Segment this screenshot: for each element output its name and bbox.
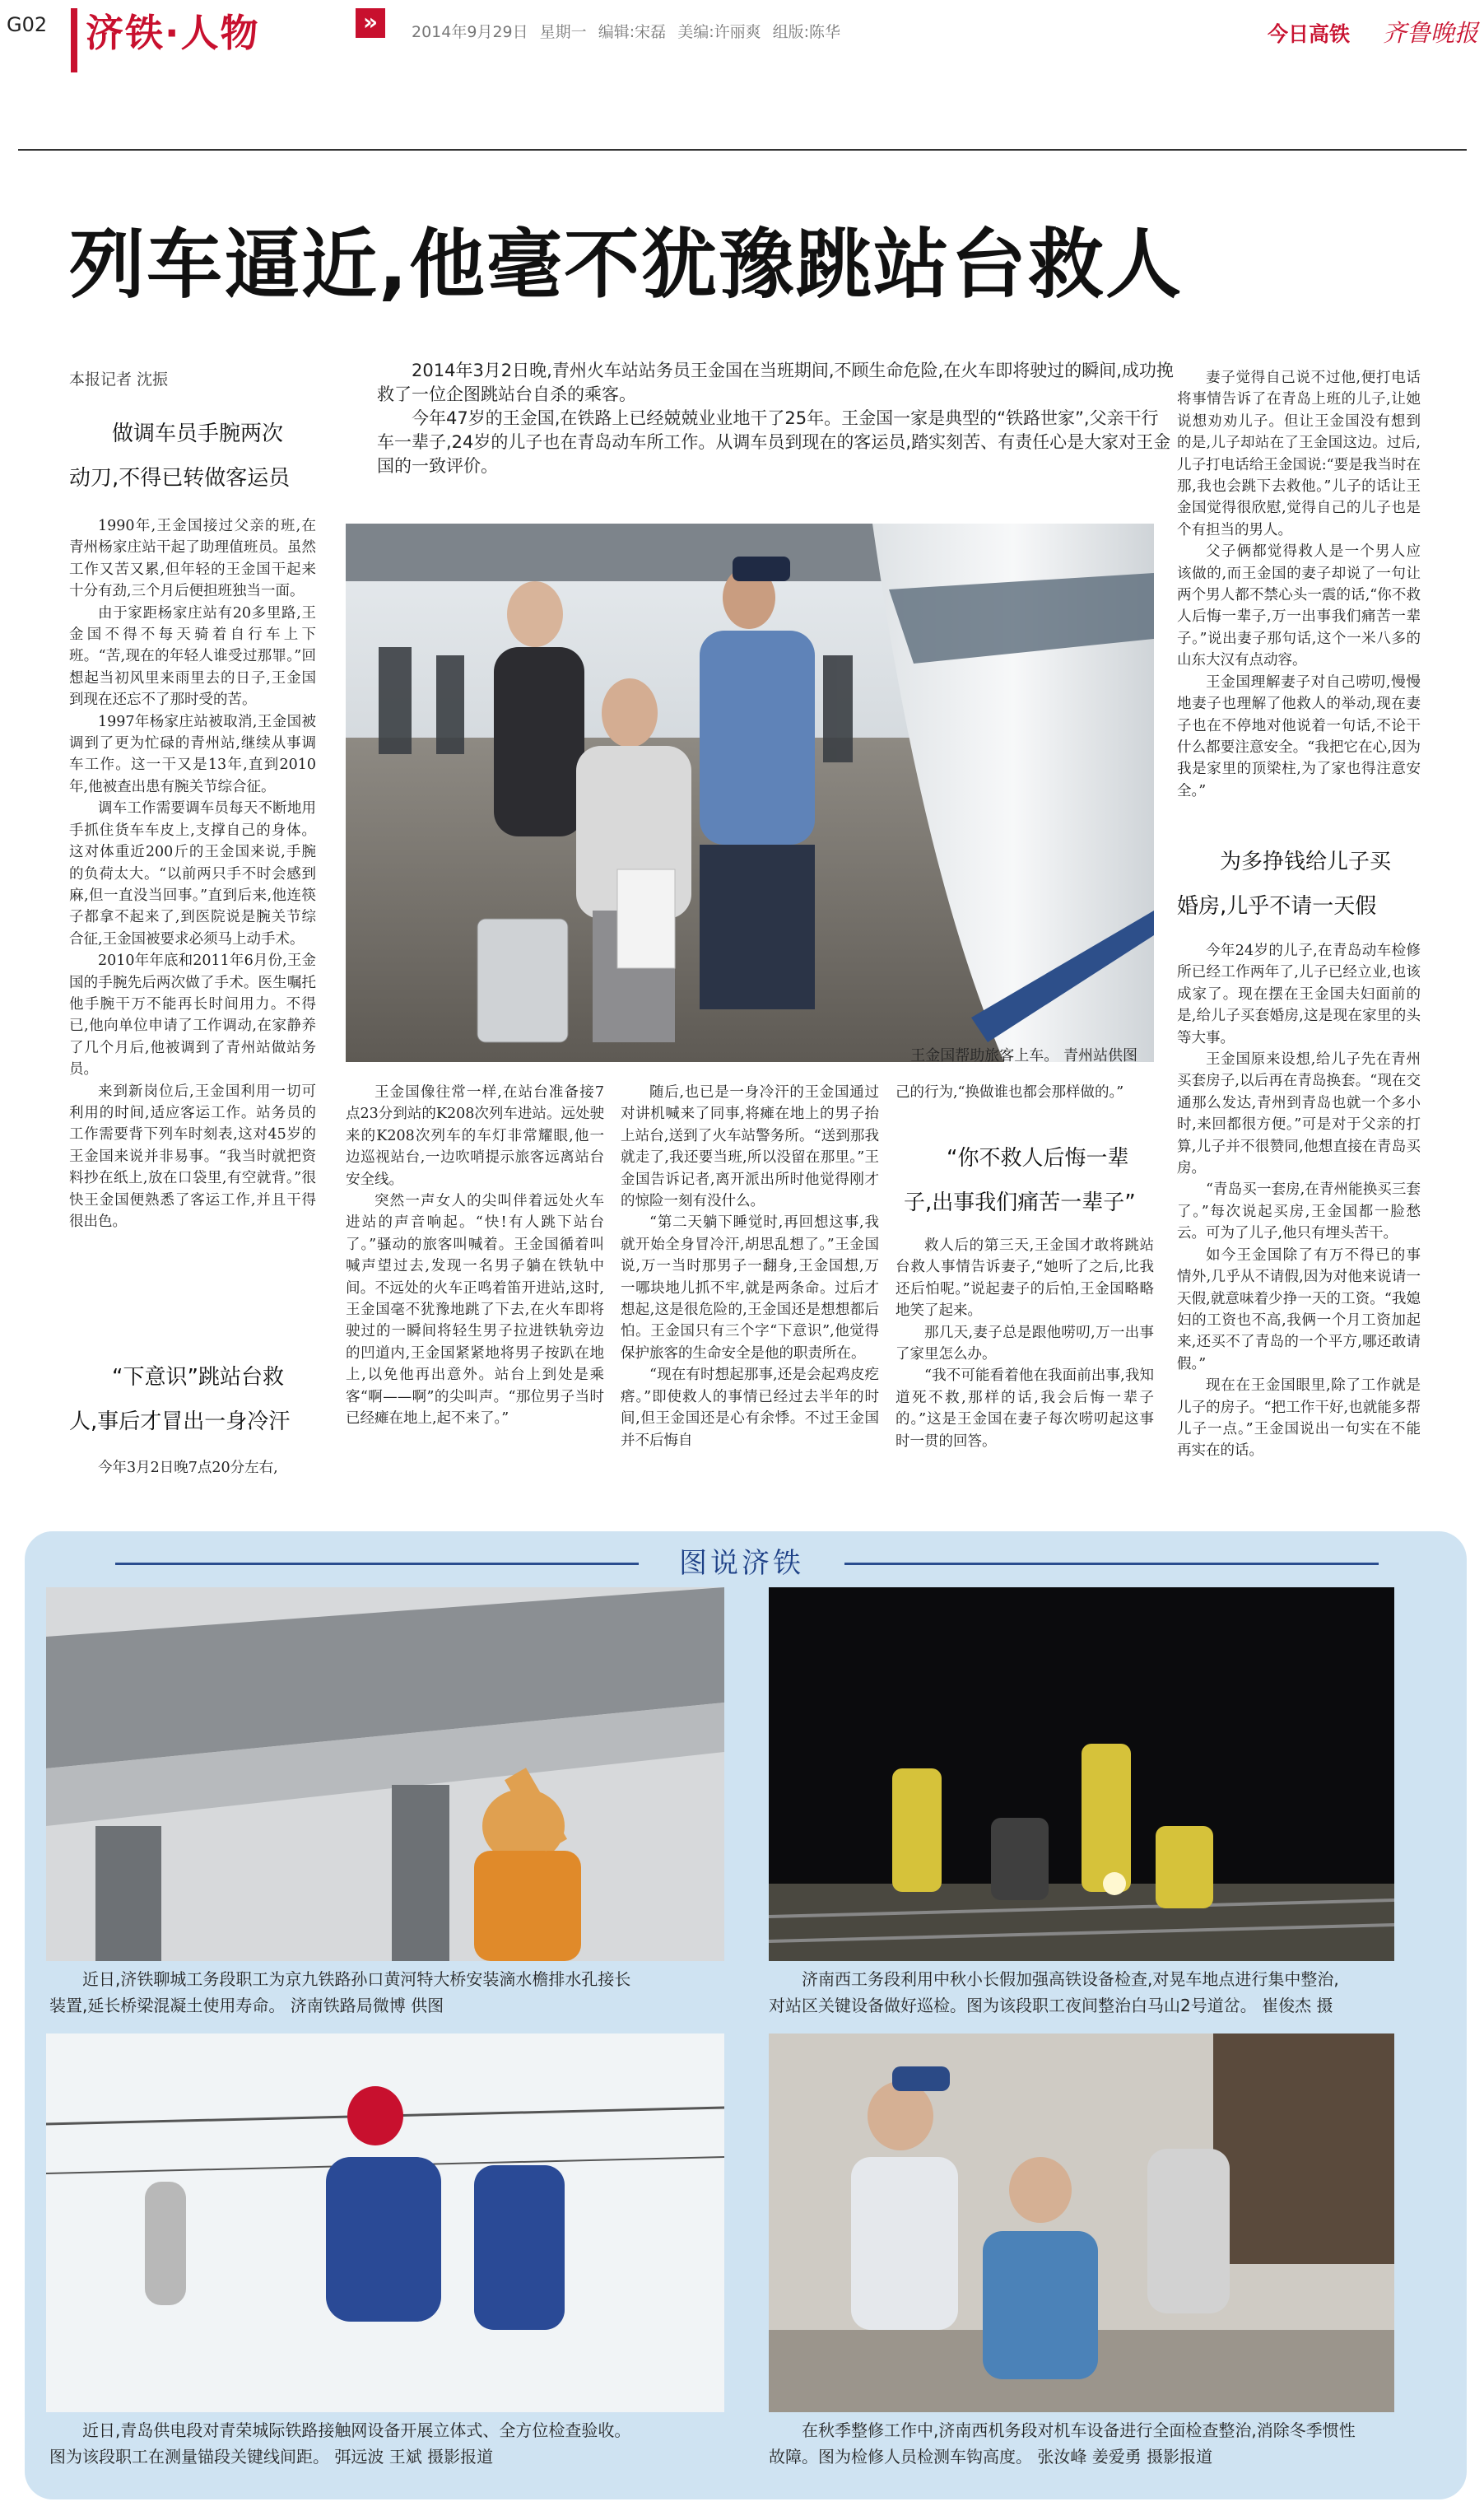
column-3 bbox=[621, 1082, 879, 1451]
photo-catenary bbox=[46, 2033, 724, 2412]
paragraph: 1990年,王金国接过父亲的班,在青州杨家庄站干起了助理值班员。虽然工作又苦又累,但年轻的王金国干起来十分有劲,三个月后便担班独当一面。 bbox=[69, 518, 316, 600]
paragraph: 随后,也已是一身冷汗的王金国通过对讲机喊来了同事,将瘫在地上的男子抬上站台,送到了火车站警务所。“送到那我就走了,我还要当班,所以没留在那里。”王金国告诉记者,离开派出所时他觉得刚才的惊险一刻有没什么。 bbox=[621, 1084, 879, 1210]
paragraph: 王金国原来设想,给儿子先在青州买套房子,以后再在青岛换套。“现在交通那么发达,青州到青岛也就一个多小时,来回都很方便。”可是对于父亲的打算,儿子并不很赞同,他想直接在青岛买房。 bbox=[1177, 1051, 1421, 1177]
section-title: 济铁·人物 bbox=[86, 11, 260, 55]
intro-paragraph: 2014年3月2日晚,青州火车站站务员王金国在当班期间,不顾生命危险,在火车即将驶过的瞬间,成功挽救了一位企图跳站台自杀的乘客。 bbox=[377, 361, 1174, 404]
caption-line: 近日,青岛供电段对青荣城际铁路接触网设备开展立体式、全方位检查验收。 bbox=[82, 2420, 631, 2440]
paragraph: 王金国像往常一样,在站台准备接7点23分到站的K208次列车进站。远处驶来的K208次列车的车灯非常耀眼,他一边巡视站台,一边吹哨提示旅客远离站台安全线。 bbox=[346, 1084, 604, 1188]
paragraph: 今年3月2日晚7点20分左右, bbox=[98, 1460, 278, 1476]
section-marker bbox=[71, 8, 77, 72]
paragraph: 己的行为,“换做谁也都会那样做的。” bbox=[896, 1084, 1124, 1101]
caption-line: 在秋季整修工作中,济南西机务段对机车设备进行全面检查整治,消除冬季惯性 bbox=[802, 2420, 1356, 2440]
column-1 bbox=[69, 515, 316, 1232]
section-right: 今日高铁 bbox=[1268, 22, 1351, 46]
column-2 bbox=[346, 1082, 604, 1430]
subheading-line: 做调车员手腕两次 bbox=[112, 422, 284, 446]
caption-line: 近日,济铁聊城工务段职工为京九铁路孙口黄河特大桥安装滴水檐排水孔接长 bbox=[82, 1969, 631, 1989]
quote-line: “你不救人后悔一辈 bbox=[947, 1146, 1129, 1171]
photo-caption bbox=[769, 2417, 1411, 2470]
caption-line: 济南西工务段利用中秋小长假加强高铁设备检查,对晃车地点进行集中整治, bbox=[802, 1969, 1339, 1989]
paragraph: 2010年年底和2011年6月份,王金国的手腕先后两次做了手术。医生嘱托他手腕干万不能再长时间用力。不得已,他向单位申请了工作调动,在家静养了几个月后,他被调到了青州站做站务员。 bbox=[69, 953, 316, 1078]
pull-quote bbox=[904, 1136, 1167, 1225]
column-1-end bbox=[69, 1457, 316, 1479]
main-photo bbox=[346, 524, 1154, 1062]
header-editor: 编辑:宋磊 bbox=[598, 23, 667, 41]
paragraph: 现在在王金国眼里,除了工作就是儿子的房子。“把工作干好,也就能多帮儿子一点。”王金国说出一句实在不能再实在的话。 bbox=[1177, 1377, 1421, 1460]
paragraph: 妻子觉得自己说不过他,便打电话将事情告诉了在青岛上班的儿子,让她说想劝劝儿子。但让王金国没有想到的是,儿子却站在了王金国这边。过后,儿子打电话给王金国说:“要是我当时在那,我也会跳下去救他。”儿子的话让王金国觉得很欣慰,觉得自己的儿子也是个有担当的男人。 bbox=[1177, 370, 1421, 538]
byline: 本报记者 沈振 bbox=[69, 370, 169, 389]
paragraph: 救人后的第三天,王金国才敢将跳站台救人事情告诉妻子,“她听了之后,比我还后怕呢。”说起妻子的后怕,王金国略略地笑了起来。 bbox=[896, 1237, 1154, 1320]
column-4 bbox=[896, 1235, 1154, 1452]
subheading-2 bbox=[69, 1355, 333, 1444]
paragraph: 调车工作需要调车员每天不断地用手抓住货车车皮上,支撑自己的身体。这对体重近200斤的王金国来说,手腕的负荷太大。“以前两只手不时会感到麻,但一直没当回事。”直到后来,他连筷子都拿不起来了,到医院说是腕关节综合征,王金国被要求必须马上动手术。 bbox=[69, 800, 316, 948]
chevron-right-icon: » bbox=[356, 8, 385, 38]
column-5 bbox=[1177, 367, 1421, 802]
photo-caption bbox=[49, 2417, 733, 2470]
quote-line: 子,出事我们痛苦一辈子” bbox=[904, 1190, 1136, 1215]
header-rule bbox=[18, 149, 1467, 151]
subheading-3 bbox=[1177, 840, 1440, 929]
paragraph: “青岛买一套房,在青州能换买三套了。”每次说起买房,王金国都一脸愁云。可为了儿子,他只有埋头苦干。 bbox=[1177, 1181, 1421, 1242]
paragraph: 由于家距杨家庄站有20多里路,王金国不得不每天骑着自行车上下班。“苦,现在的年轻人谁受过那罪。”回想起当初风里来雨里去的日子,王金国到现在还忘不了那时受的苦。 bbox=[69, 604, 316, 709]
paragraph: 今年24岁的儿子,在青岛动车检修所已经工作两年了,儿子已经立业,也该成家了。现在摆在王金国夫妇面前的是,给儿子买套婚房,这是现在家里的头等大事。 bbox=[1177, 943, 1421, 1046]
paragraph: 突然一声女人的尖叫伴着远处火车进站的声音响起。“快!有人跳下站台了。”骚动的旅客叫喊着。王金国循着叫喊声望过去,发现一名男子躺在铁轨中间。不远处的火车正鸣着笛开进站,这时,王金国毫不犹豫地跳了下去,在火车即将驶过的一瞬间将轻生男子拉进铁轨旁边的凹道内,王金国紧紧地将男子按趴在地上,以免他再出意外。站台上到处是乘客“啊——啊”的尖叫声。“那位男子当时已经瘫在地上,起不来了。” bbox=[346, 1193, 604, 1428]
header-weekday: 星期一 bbox=[539, 23, 587, 41]
paragraph: “第二天躺下睡觉时,再回想这事,我就开始全身冒冷汗,胡思乱想了。”王金国说,万一当时那男子一翻身,王金国想,万一哪块地儿抓不牢,就是两条命。过后才想起,这是很危险的,王金国还是想想都后怕。王金国只有三个字“下意识”,他觉得保护旅客的生命安全是他的职责所在。 bbox=[621, 1214, 879, 1362]
subheading-line: 动刀,不得已转做客运员 bbox=[69, 466, 291, 491]
subheading-line: 为多挣钱给儿子买 bbox=[1220, 850, 1392, 874]
photo-caption bbox=[49, 1966, 733, 2019]
caption-line: 故障。图为检修人员检测车钩高度。 张汝峰 姜爱勇 摄影报道 bbox=[769, 2447, 1213, 2467]
article-intro bbox=[377, 359, 1174, 478]
photo-locomotive-inspection bbox=[769, 2033, 1394, 2412]
subheading-1 bbox=[69, 412, 316, 501]
photo-night-track bbox=[769, 1587, 1394, 1961]
header-designer: 美编:许丽爽 bbox=[677, 23, 761, 41]
column-4-top bbox=[896, 1082, 1154, 1103]
caption-line: 图为该段职工在测量锚段关键线间距。 弭远波 王斌 摄影报道 bbox=[49, 2447, 494, 2467]
photo-bridge-work bbox=[46, 1587, 724, 1961]
paragraph: 王金国理解妻子对自己唠叨,慢慢地妻子也理解了他救人的举动,现在妻子也在不停地对他说着一句话,不论干什么都要注意安全。“我把它在心,因为我是家里的顶梁柱,为了家也得注意安全。” bbox=[1177, 673, 1421, 799]
paragraph: 父子俩都觉得救人是一个男人应该做的,而王金国的妻子却说了一句让两个男人都不禁心头一震的话,“你不救人后悔一辈子,万一出事我们痛苦一辈子。”说出妻子那句话,这个一米八多的山东大汉有点动容。 bbox=[1177, 543, 1421, 669]
page-code: G02 bbox=[7, 13, 48, 36]
subheading-line: “下意识”跳站台救 bbox=[112, 1365, 284, 1390]
photo-station-platform bbox=[346, 524, 1154, 1062]
paragraph: 1997年杨家庄站被取消,王金国被调到了更为忙碌的青州站,继续从事调车工作。这一干又是13年,直到2010年,他被查出患有腕关节综合征。 bbox=[69, 713, 316, 795]
subheading-line: 婚房,儿乎不请一天假 bbox=[1177, 894, 1377, 919]
intro-paragraph: 今年47岁的王金国,在铁路上已经兢兢业业地干了25年。王金国一家是典型的“铁路世家”,父亲干行车一辈子,24岁的儿子也在青岛动车所工作。从调车员到现在的客运员,踏实刻苦、有责任心是大家对王金国的一致评价。 bbox=[377, 408, 1171, 476]
caption-line: 装置,延长桥梁混凝土使用寿命。 济南铁路局微博 供图 bbox=[49, 1996, 444, 2015]
subheading-line: 人,事后才冒出一身冷汗 bbox=[69, 1409, 291, 1434]
headline: 列车逼近,他毫不犹豫跳站台救人 bbox=[69, 221, 1183, 309]
paragraph: 那几天,妻子总是跟他唠叨,万一出事了家里怎么办。 bbox=[896, 1324, 1154, 1363]
paragraph: “现在有时想起那事,还是会起鸡皮疙瘩。”即使救人的事情已经过去半年的时间,但王金国还是心有余悸。不过王金国并不后悔自 bbox=[621, 1367, 879, 1449]
paragraph: 如今王金国除了有万不得已的事情外,几乎从不请假,因为对他来说请一天假,就意味着少挣一天的工资。“我媳妇的工资也不高,我俩一个月工资加起来,还买不了青岛的一个平方,哪还敢请假。” bbox=[1177, 1246, 1421, 1372]
header-layout: 组版:陈华 bbox=[772, 23, 841, 41]
photo-caption bbox=[769, 1966, 1411, 2019]
photo-section-title: 图说济铁 bbox=[639, 1544, 844, 1583]
brand-logo: 齐鲁晚报 bbox=[1383, 19, 1479, 47]
header-date: 2014年9月29日 bbox=[412, 23, 528, 41]
header-meta bbox=[412, 20, 840, 42]
caption-line: 对站区关键设备做好巡检。图为该段职工夜间整治白马山2号道岔。 崔俊杰 摄 bbox=[769, 1996, 1333, 2015]
column-5-b bbox=[1177, 940, 1421, 1462]
paragraph: “我不可能看着他在我面前出事,我知道死不救,那样的话,我会后悔一辈子的。”这是王金国在妻子每次唠叨起这事时一贯的回答。 bbox=[896, 1367, 1154, 1450]
main-photo-caption: 王金国帮助旅客上车。 青州站供图 bbox=[910, 1047, 1137, 1064]
paragraph: 来到新岗位后,王金国利用一切可利用的时间,适应客运工作。站务员的工作需要背下列车时刻表,这对45岁的王金国来说并非易事。“我当时就把资料抄在纸上,放在口袋里,有空就背。”很快王金国便熟悉了客运工作,并且干得很出色。 bbox=[69, 1083, 316, 1230]
